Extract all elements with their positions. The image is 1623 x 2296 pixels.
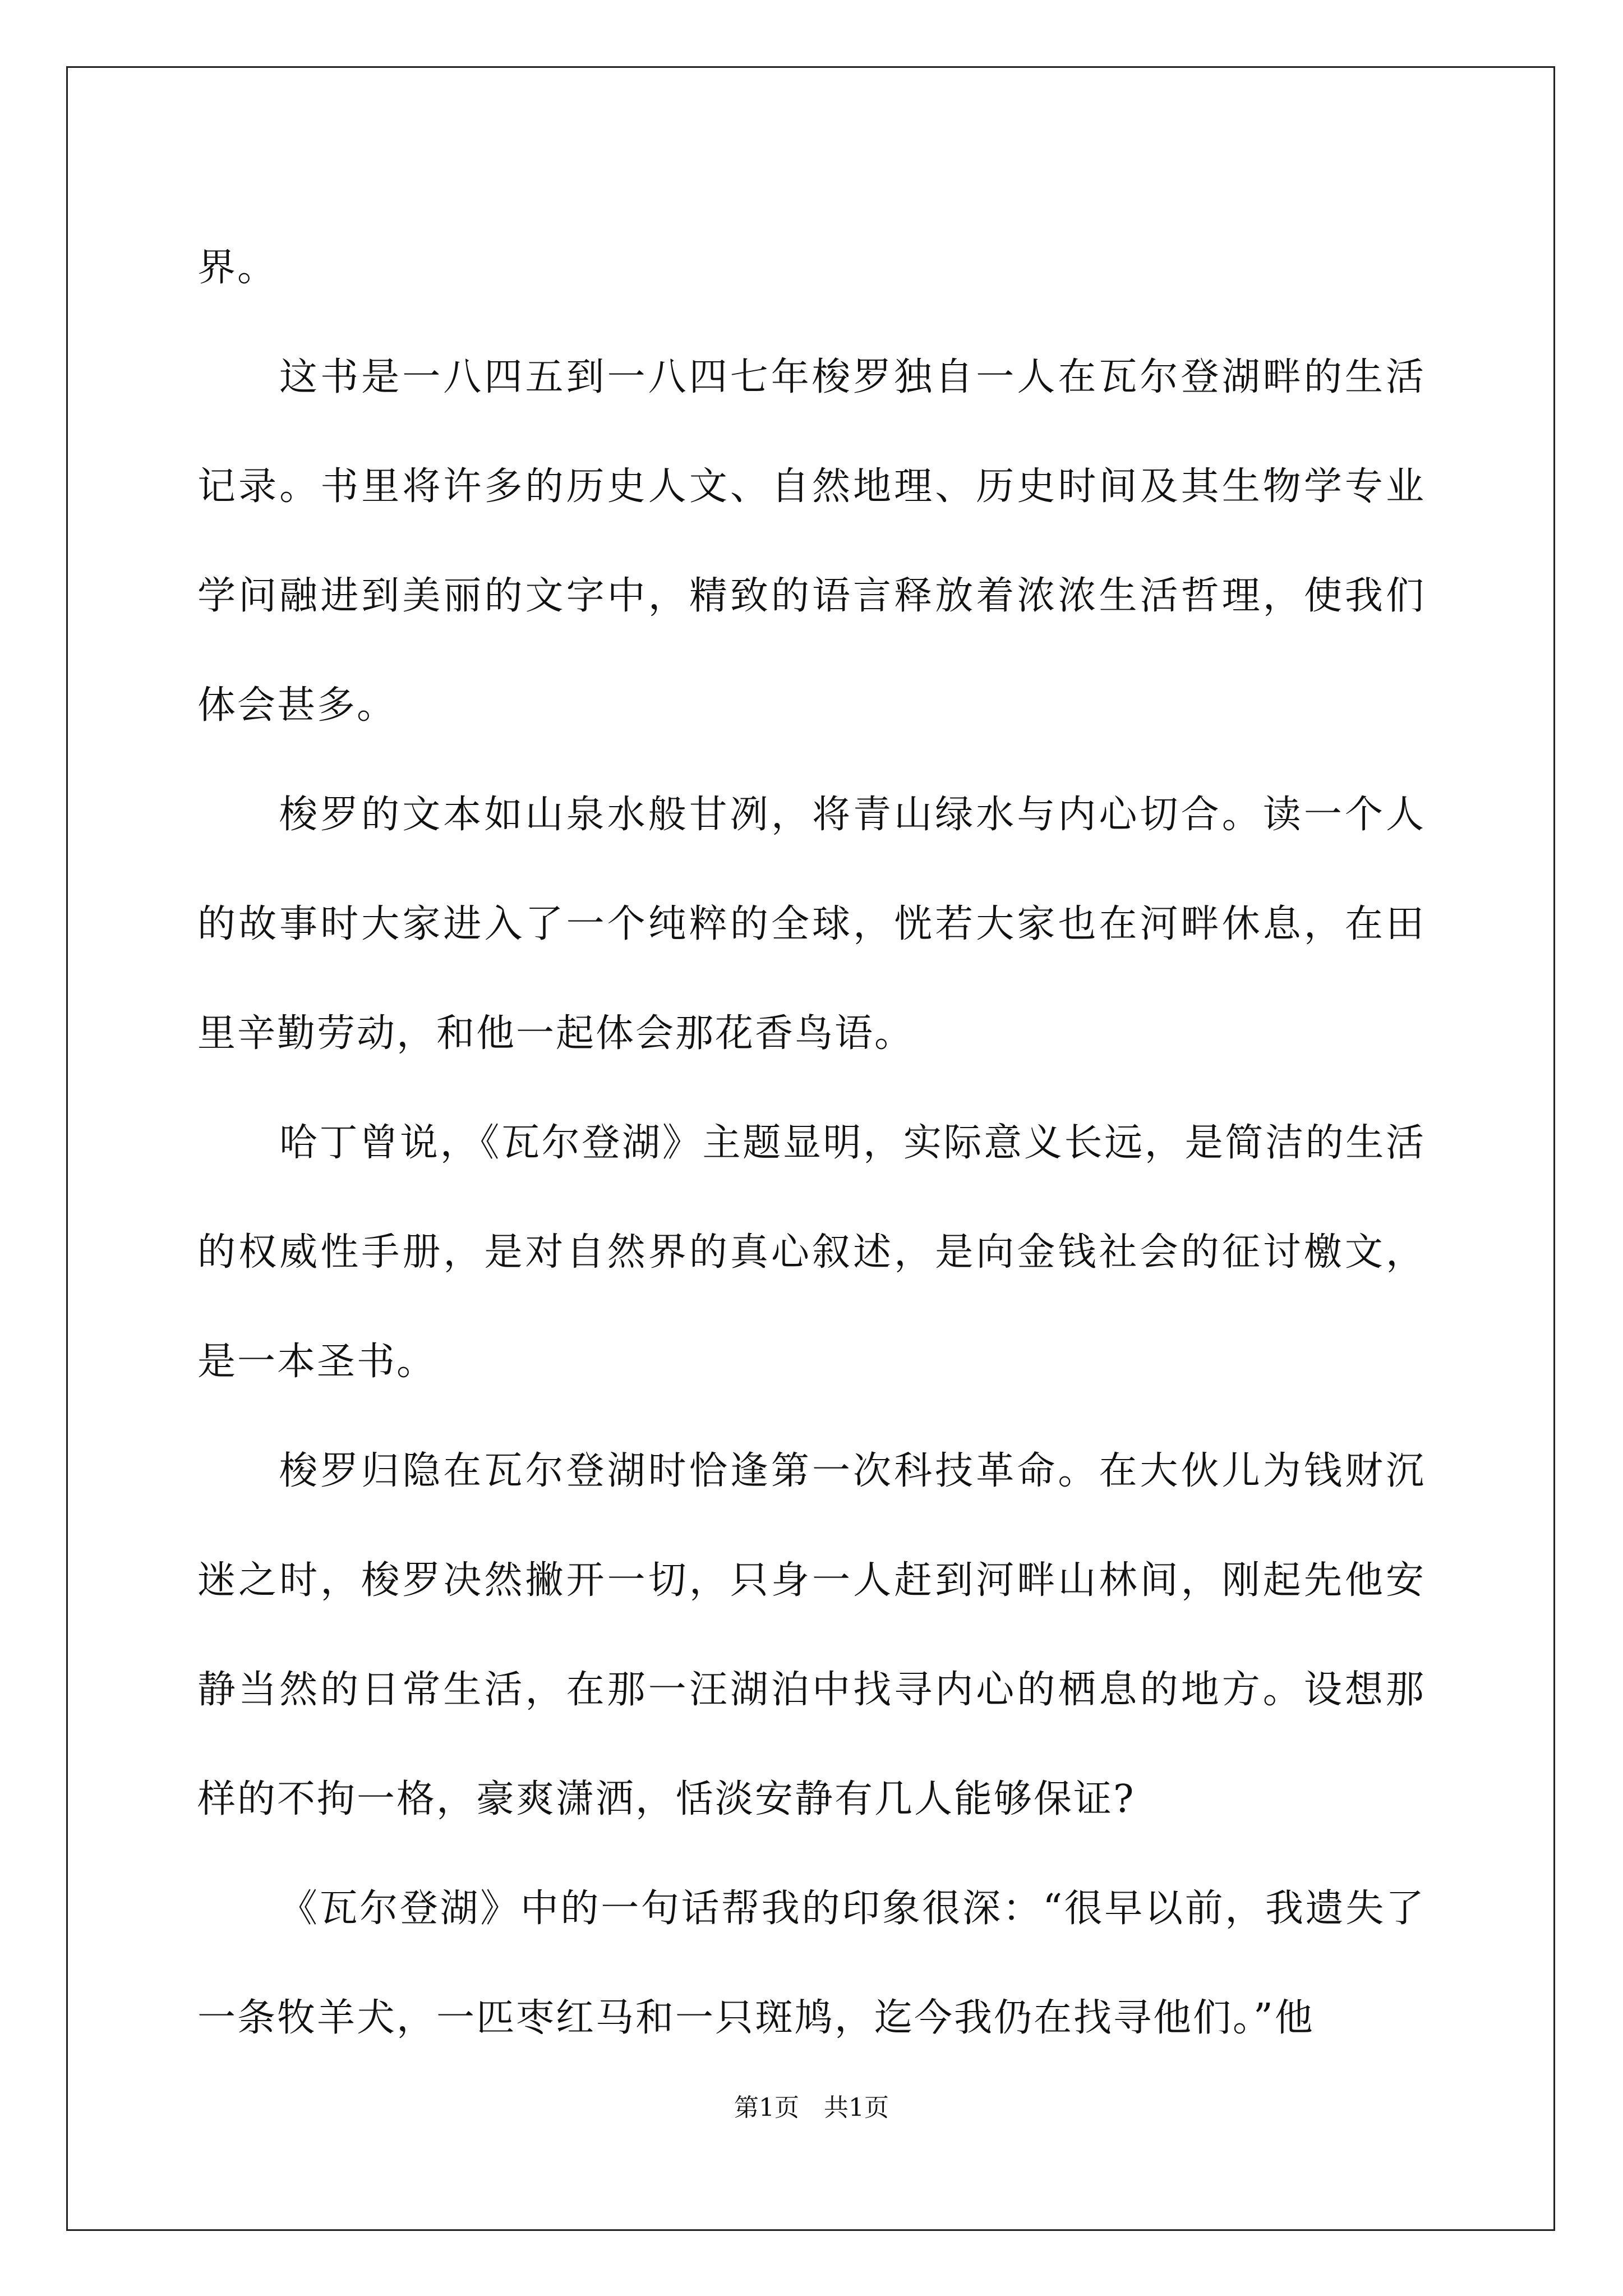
- paragraph-1: 界。: [197, 246, 278, 290]
- paragraph-6: 《瓦尔登湖》中的一句话帮我的印象很深：“很早以前，我遗失了一条牧羊犬，一匹枣红马和一只斑鸠，迄今我仍在找寻他们。”他: [197, 1887, 1426, 2040]
- page-number-footer: 第1页 共1页: [734, 2093, 889, 2122]
- paragraph-5: 梭罗归隐在瓦尔登湖时恰逢第一次科技革命。在大伙儿为钱财沉迷之时，梭罗决然撇开一切，只身一人赶到河畔山林间，刚起先他安静当然的日常生活，在那一汪湖泊中找寻内心的栖息的地方。设想那样的不拘一格，豪爽潇洒，恬淡安静有几人能够保证?: [197, 1449, 1426, 1821]
- document-body: [197, 213, 1426, 2073]
- paragraph-3: 梭罗的文本如山泉水般甘冽，将青山绿水与内心切合。读一个人的故事时大家进入了一个纯粹的全球，恍若大家也在河畔休息，在田里辛勤劳动，和他一起体会那花香鸟语。: [197, 793, 1426, 1056]
- paragraph-4: 哈丁曾说，《瓦尔登湖》主题显明，实际意义长远，是简洁的生活的权威性手册，是对自然界的真心叙述，是向金钱社会的征讨檄文，是一本圣书。: [197, 1121, 1426, 1384]
- paragraph-2: 这书是一八四五到一八四七年梭罗独自一人在瓦尔登湖畔的生活记录。书里将许多的历史人文、自然地理、历史时间及其生物学专业学问融进到美丽的文字中，精致的语言释放着浓浓生活哲理，使我们体会甚多。: [197, 355, 1426, 728]
